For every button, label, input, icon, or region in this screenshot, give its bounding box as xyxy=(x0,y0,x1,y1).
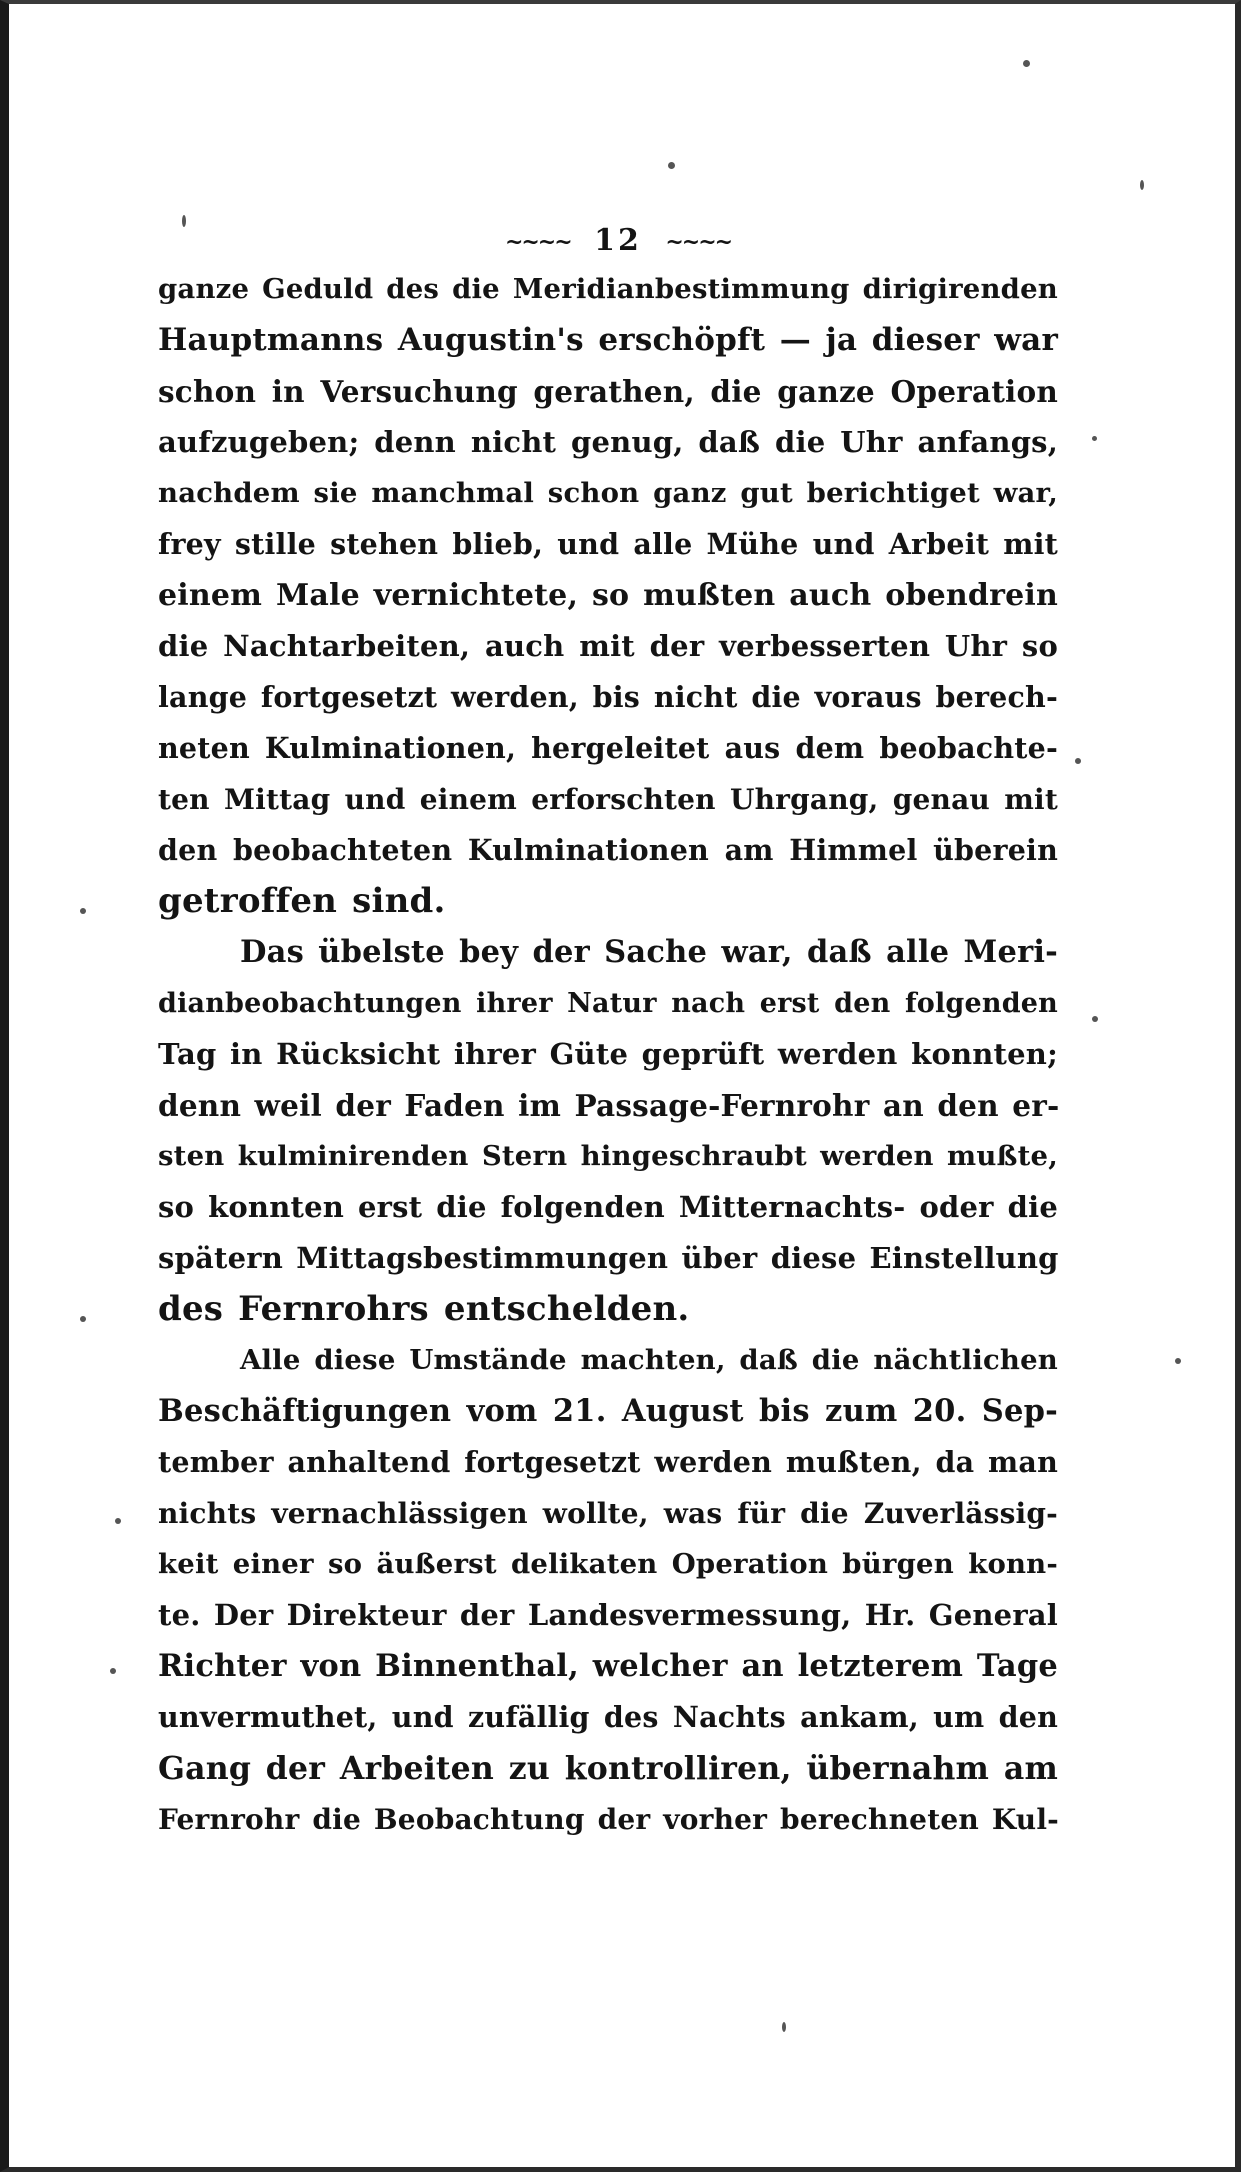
scan-speck xyxy=(1092,1016,1098,1022)
text-line: lange fortgesetzt werden, bis nicht die voraus berech- xyxy=(158,680,1058,714)
header-ornament-left: ~~~~ xyxy=(504,229,571,255)
text-line: Alle diese Umstände machten, daß die nächtlichen xyxy=(240,1344,1058,1376)
body-text xyxy=(158,264,1058,1845)
text-line: Hauptmanns Augustin's erschöpft — ja dieser war xyxy=(158,322,1058,358)
text-line: den beobachteten Kulminationen am Himmel überein xyxy=(158,833,1058,867)
text-line: Beschäftigungen vom 21. August bis zum 20. Sep- xyxy=(158,1393,1058,1429)
text-line: spätern Mittagsbestimmungen über diese Einstellung xyxy=(158,1241,1059,1275)
text-line: ten Mittag und einem erforschten Uhrgang, genau mit xyxy=(158,783,1058,816)
scan-speck xyxy=(1023,60,1030,67)
text-line: des Fernrohrs entschelden. xyxy=(158,1289,690,1329)
text-line: tember anhaltend fortgesetzt werden mußten, da man xyxy=(158,1445,1058,1479)
text-line: ganze Geduld des die Meridianbestimmung dirigirenden xyxy=(158,273,1058,305)
text-line: te. Der Direkteur der Landesvermessung, Hr. General xyxy=(158,1598,1058,1632)
scan-speck xyxy=(110,1668,116,1674)
text-line: schon in Versuchung gerathen, die ganze Operation xyxy=(158,374,1058,409)
text-line: sten kulminirenden Stern hingeschraubt werden mußte, xyxy=(158,1140,1058,1172)
page-header xyxy=(178,218,1058,264)
text-line: einem Male vernichtete, so mußten auch obendrein xyxy=(158,578,1058,613)
scan-speck xyxy=(1092,436,1097,441)
text-line: Das übelste bey der Sache war, daß alle Meri- xyxy=(240,934,1058,970)
text-line: Richter von Binnenthal, welcher an letzterem Tage xyxy=(158,1648,1058,1684)
text-line: unvermuthet, und zufällig des Nachts ankam, um den xyxy=(158,1700,1058,1734)
text-line: Gang der Arbeiten zu kontrolliren, übernahm am xyxy=(158,1750,1058,1787)
text-line: getroffen sind. xyxy=(158,881,446,921)
text-line: Fernrohr die Beobachtung der vorher berechneten Kul- xyxy=(158,1803,1059,1836)
text-line: denn weil der Faden im Passage-Fernrohr an den er- xyxy=(158,1088,1060,1123)
text-line: die Nachtarbeiten, auch mit der verbesserten Uhr so xyxy=(158,629,1058,663)
scan-speck xyxy=(782,2022,786,2032)
scan-speck xyxy=(1140,180,1144,190)
text-line: dianbeobachtungen ihrer Natur nach erst den folgenden xyxy=(158,988,1058,1019)
scan-speck xyxy=(1075,758,1081,764)
scan-speck xyxy=(668,162,675,169)
scan-speck xyxy=(1175,1358,1181,1364)
header-ornament-right: ~~~~ xyxy=(665,229,732,255)
page-number: 12 xyxy=(594,223,642,258)
text-line: neten Kulminationen, hergeleitet aus dem beobachte- xyxy=(158,731,1058,765)
book-page xyxy=(158,218,1058,1845)
text-line: nachdem sie manchmal schon ganz gut berichtiget war, xyxy=(158,477,1058,509)
scan-speck xyxy=(80,1316,86,1322)
scan-speck xyxy=(115,1518,121,1524)
text-line: so konnten erst die folgenden Mitternachts- oder die xyxy=(158,1190,1058,1224)
text-line: keit einer so äußerst delikaten Operation bürgen konn- xyxy=(158,1548,1058,1580)
text-line: Tag in Rücksicht ihrer Güte geprüft werden konnten; xyxy=(158,1037,1058,1071)
scan-speck xyxy=(80,908,86,914)
text-line: frey stille stehen blieb, und alle Mühe und Arbeit mit xyxy=(158,527,1058,561)
text-line: nichts vernachlässigen wollte, was für die Zuverlässig- xyxy=(158,1497,1058,1530)
text-line: aufzugeben; denn nicht genug, daß die Uhr anfangs, xyxy=(158,425,1058,459)
